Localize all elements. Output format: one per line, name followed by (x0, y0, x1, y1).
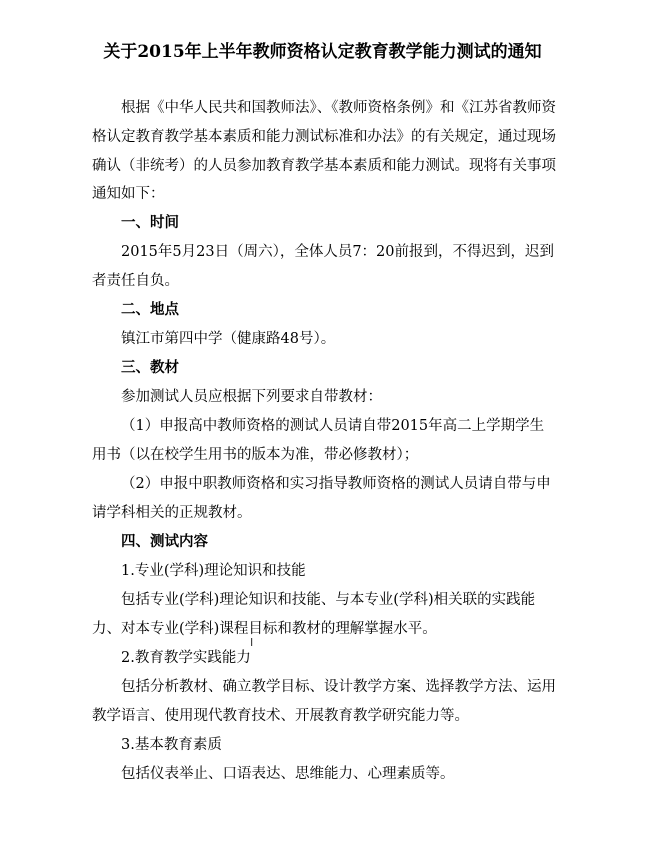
materials-item-2: （2）申报中职教师资格和实习指导教师资格的测试人员请自带与申请学科相关的正规教材。 (92, 476, 551, 521)
intro-paragraph: 根据《中华人民共和国教师法》、《教师资格条例》和《江苏省教师资格认定教育教学基本素质和能力测试标准和办法》的有关规定，通过现场确认（非统考）的人员参加教育教学基本素质和能力测试。现将有关事项通知如下： (92, 100, 556, 203)
section-heading-materials: 三、教材 (121, 359, 179, 376)
document-title: 关于2015年上半年教师资格认定教育教学能力测试的通知 (103, 42, 542, 62)
content-1-title: 1.专业(学科)理论知识和技能 (121, 563, 306, 579)
section-heading-time: 一、时间 (121, 214, 179, 231)
content-3-text: 包括仪表举止、口语表达、思维能力、心理素质等。 (121, 766, 455, 782)
content-2-text: 包括分析教材、确立教学目标、设计教学方案、选择教学方法、运用教学语言、使用现代教育技术、开展教育教学研究能力等。 (92, 679, 556, 724)
place-paragraph: 镇江市第四中学（健康路48号）。 (121, 331, 336, 347)
text-cursor-icon: I (250, 636, 254, 649)
materials-item-1: （1）申报高中教师资格的测试人员请自带2015年高二上学期学生用书（以在校学生用书的版本为准，带必修教材）； (92, 418, 545, 463)
time-paragraph: 2015年5月23日（周六），全体人员7：20前报到，不得迟到，迟到者责任自负。 (92, 244, 555, 289)
section-heading-content: 四、测试内容 (121, 533, 208, 550)
content-2-title: 2.教育教学实践能力 (121, 650, 251, 666)
section-heading-place: 二、地点 (121, 301, 179, 318)
content-3-title: 3.基本教育素质 (121, 737, 222, 753)
materials-intro-paragraph: 参加测试人员应根据下列要求自带教材： (121, 389, 382, 405)
content-1-text: 包括专业(学科)理论知识和技能、与本专业(学科)相关联的实践能力、对本专业(学科)课程目标和教材的理解掌握水平。 (92, 592, 536, 637)
